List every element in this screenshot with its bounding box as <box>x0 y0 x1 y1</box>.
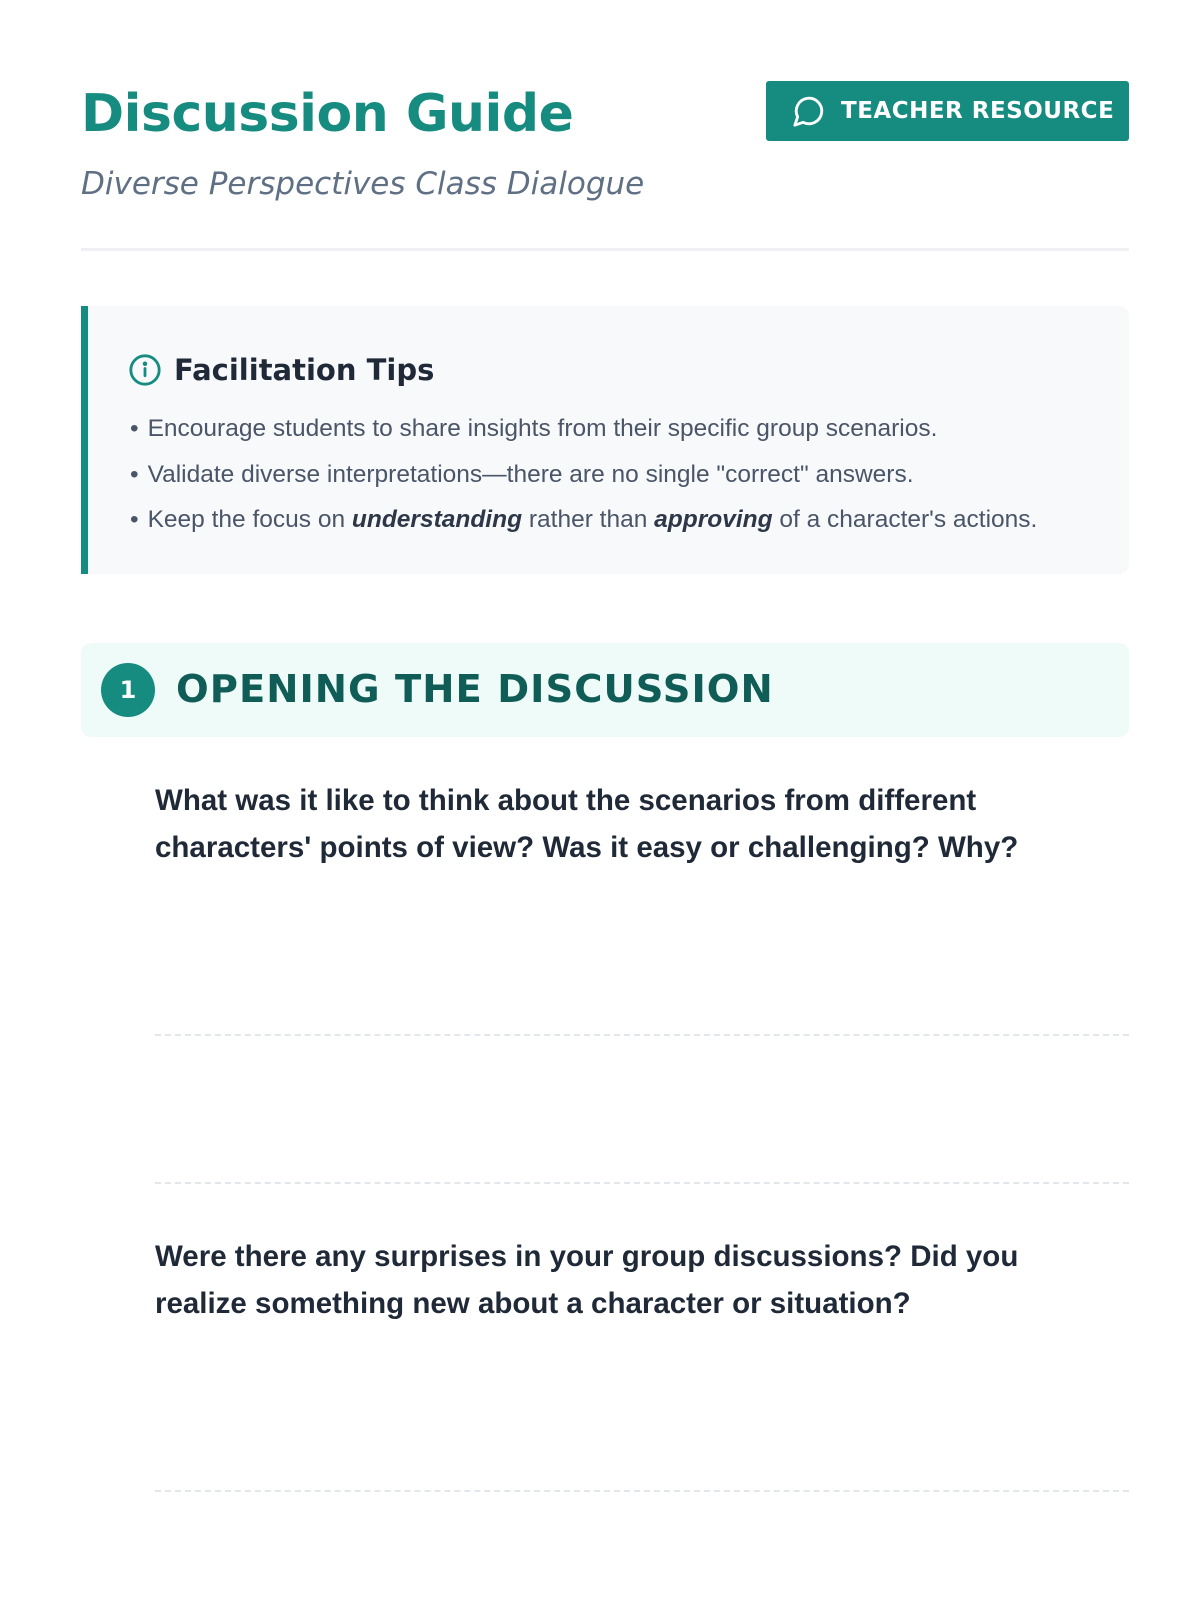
section-title: OPENING THE DISCUSSION <box>176 667 774 712</box>
tip-emphasis-understanding: understanding <box>351 506 523 533</box>
tips-title: Facilitation Tips <box>174 353 435 387</box>
tip-item: • Validate diverse interpretations—there are no single "correct" answers. <box>130 452 1037 498</box>
tip-text: rather than <box>522 506 655 533</box>
info-icon <box>128 353 162 387</box>
section-number-badge: 1 <box>101 663 155 717</box>
tip-item: • Encourage students to share insights from their specific group scenarios. <box>130 406 1037 452</box>
answer-line <box>155 1490 1129 1492</box>
tip-item <box>130 497 1037 543</box>
answer-line <box>155 1034 1129 1036</box>
page-title: Discussion Guide <box>81 84 574 144</box>
tips-heading <box>128 350 434 390</box>
facilitation-tips-box <box>81 306 1129 574</box>
badge-label: TEACHER RESOURCE <box>841 98 1115 124</box>
chat-bubble-icon <box>792 94 826 128</box>
page-header <box>81 78 1129 250</box>
tip-emphasis-approving: approving <box>654 506 773 533</box>
tip-text: of a character's actions. <box>772 506 1038 533</box>
header-divider <box>81 248 1129 251</box>
discussion-question: What was it like to think about the scenarios from different characters' points of view? Was it easy or challenging? Why? <box>155 784 1019 864</box>
teacher-resource-badge <box>766 81 1129 141</box>
tips-list <box>130 406 1037 543</box>
tip-text: Keep the focus on <box>147 506 352 533</box>
section-header-opening <box>81 643 1129 737</box>
answer-line <box>155 1182 1129 1184</box>
page-subtitle: Diverse Perspectives Class Dialogue <box>81 166 645 202</box>
discussion-question: Were there any surprises in your group discussions? Did you realize something new about a character or situation? <box>155 1240 1019 1320</box>
